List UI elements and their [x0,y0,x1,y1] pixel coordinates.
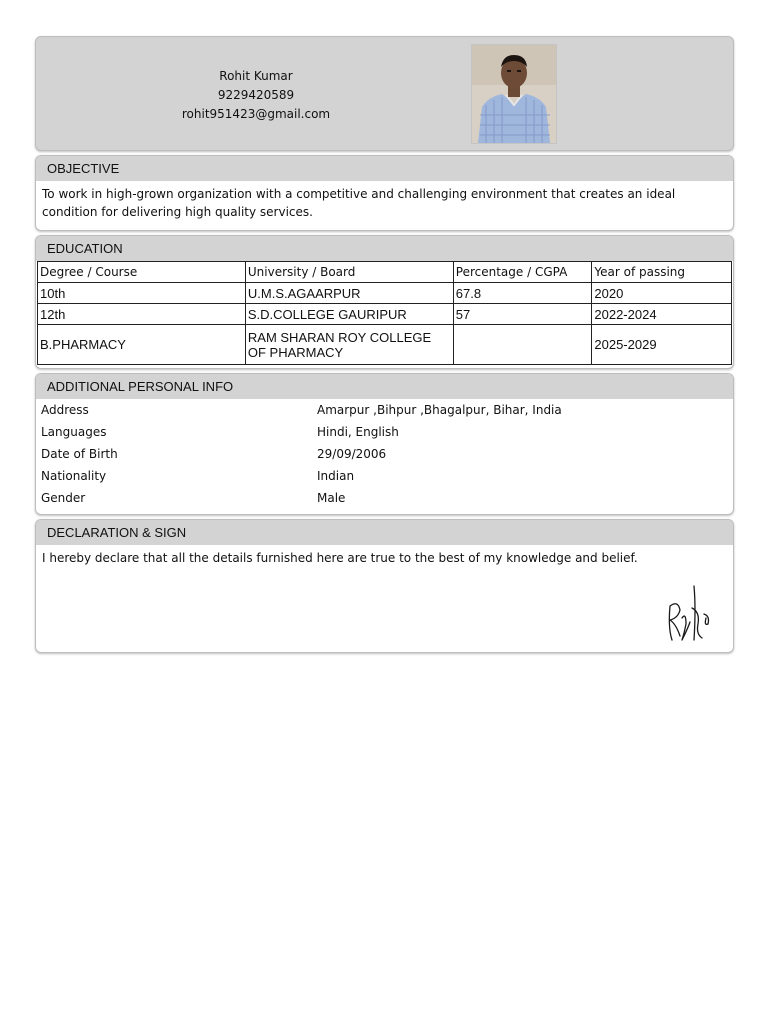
table-cell: 2025-2029 [592,325,732,365]
info-value: Male [317,491,346,505]
table-row [38,325,732,365]
table-cell: 12th [38,304,246,325]
table-cell: S.D.COLLEGE GAURIPUR [245,304,453,325]
table-cell: 57 [453,304,592,325]
table-cell: B.PHARMACY [38,325,246,365]
table-cell: RAM SHARAN ROY COLLEGE OF PHARMACY [245,325,453,365]
info-value: Amarpur ,Bihpur ,Bhagalpur, Bihar, India [317,403,562,417]
info-row-languages [36,421,733,443]
info-label: Date of Birth [41,447,118,461]
table-row [38,304,732,325]
info-label: Languages [41,425,107,439]
phone-number: 9229420589 [217,88,295,102]
table-header-row [38,262,732,283]
info-value: Indian [317,469,355,483]
column-header: Percentage / CGPA [453,262,592,283]
column-header: Degree / Course [38,262,246,283]
email-address: rohit951423@gmail.com [181,107,331,121]
signature-image [664,578,716,646]
section-heading: EDUCATION [36,236,733,261]
declaration-section [35,519,734,653]
table-cell: U.M.S.AGAARPUR [245,283,453,304]
header-card [35,36,734,151]
table-row [38,283,732,304]
candidate-name: Rohit Kumar [219,69,293,83]
profile-photo [471,44,557,144]
table-cell: 67.8 [453,283,592,304]
table-cell: 10th [38,283,246,304]
info-label: Nationality [41,469,107,483]
table-cell: 2020 [592,283,732,304]
column-header: University / Board [245,262,453,283]
info-row-nationality [36,465,733,487]
info-label: Gender [41,491,86,505]
column-header: Year of passing [592,262,732,283]
declaration-text: I hereby declare that all the details furnished here are true to the best of my knowledge and belief. [42,551,638,565]
info-row-gender [36,487,733,509]
personal-info-section [35,373,734,515]
objective-text: To work in high-grown organization with a competitive and challenging environment that creates an ideal condition for delivering high quality services. [42,187,676,219]
education-table [37,261,732,365]
info-value: 29/09/2006 [317,447,387,461]
info-row-date-of-birth [36,443,733,465]
table-cell [453,325,592,365]
section-heading: DECLARATION & SIGN [36,520,733,545]
objective-section [35,155,734,231]
section-heading: OBJECTIVE [36,156,733,181]
info-label: Address [41,403,89,417]
table-cell: 2022-2024 [592,304,732,325]
education-section [35,235,734,369]
section-heading: ADDITIONAL PERSONAL INFO [36,374,733,399]
contact-block [136,67,376,124]
info-value: Hindi, English [317,425,399,439]
info-row-address [36,399,733,421]
